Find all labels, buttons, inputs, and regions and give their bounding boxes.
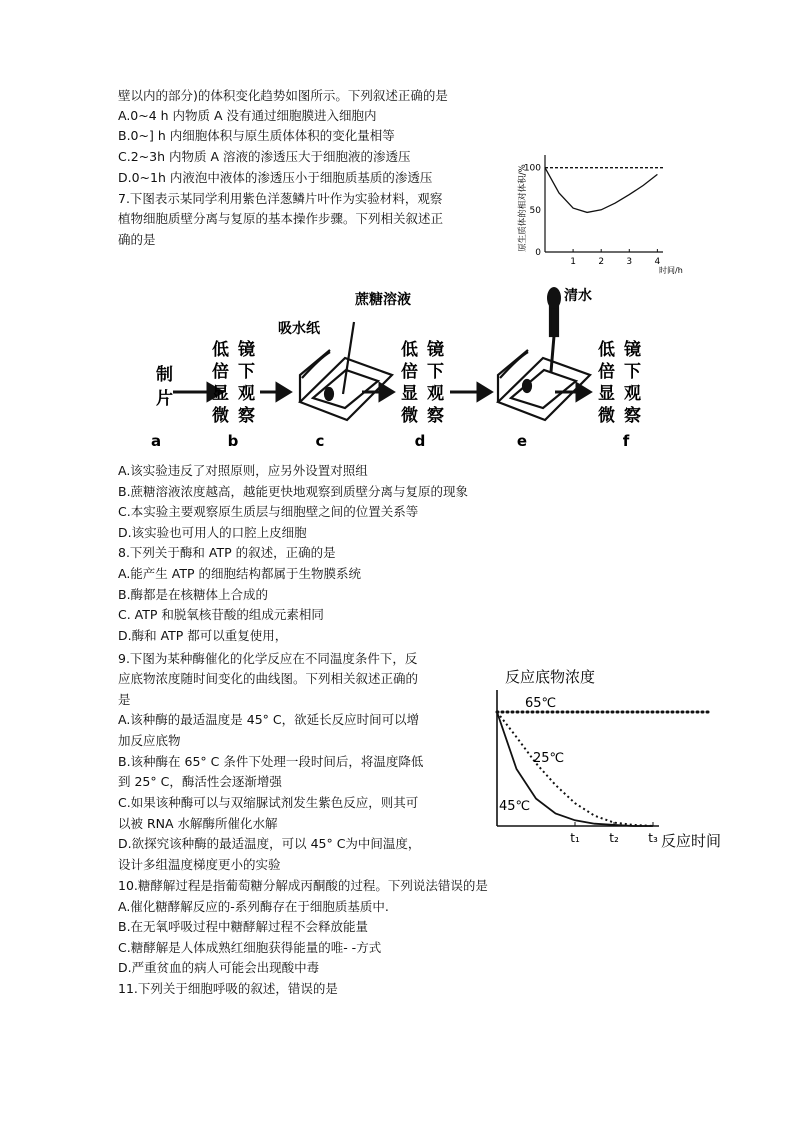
micro-char: 低 xyxy=(212,340,229,360)
step-letter-c: c xyxy=(315,432,325,450)
text-line: A.该实验违反了对照原则，应另外设置对照组 xyxy=(118,463,368,478)
text-line: 7.下图表示某同学利用紫色洋葱鳞片叶作为实验材料，观察 xyxy=(118,191,443,206)
text-line: B.在无氧呼吸过程中糖酵解过程不会释放能量 xyxy=(118,919,369,934)
protoplast-volume-chart xyxy=(505,150,683,275)
text-line: A.该种酶的最适温度是 45° C，欲延长反应时间可以增 xyxy=(118,712,420,727)
text-line: B.酶都是在核糖体上合成的 xyxy=(118,587,269,602)
procedure-diagram xyxy=(130,280,650,455)
step-letter-d: d xyxy=(414,432,426,450)
fig1-ticks xyxy=(524,164,683,275)
paper-label: 吸水纸 xyxy=(278,321,320,337)
text-line: 是 xyxy=(118,692,131,707)
fig3-series-label: 25℃ xyxy=(533,751,565,766)
text-line: C. ATP 和脱氧核苷酸的组成元素相同 xyxy=(118,607,324,622)
text-line: 加反应底物 xyxy=(118,733,181,748)
text-line: 以被 RNA 水解酶所催化水解 xyxy=(118,816,278,831)
micro-char: 微 xyxy=(401,406,418,426)
fig3-ylabel: 反应底物浓度 xyxy=(505,668,596,686)
fig3-x-tick: t₂ xyxy=(609,831,619,845)
fig1-axes xyxy=(545,155,663,252)
fig3-x-tick: t₃ xyxy=(648,831,658,845)
step-letters xyxy=(151,432,630,450)
text-line: B.0~] h 内细胞体积与原生质体体积的变化量相等 xyxy=(118,128,395,143)
text-line: C.本实验主要观察原生质层与细胞壁之间的位置关系等 xyxy=(118,504,419,519)
micro-char: 倍 xyxy=(401,362,418,382)
fig1-xlabel: 时间/h xyxy=(659,266,683,275)
fig1-y-tick: 100 xyxy=(523,163,541,174)
fig3-series-label: 45℃ xyxy=(499,799,531,814)
text-line: 8.下列关于酶和 ATP 的叙述，正确的是 xyxy=(118,545,336,560)
mirror-char: 察 xyxy=(427,406,444,426)
text-line: D.该实验也可用人的口腔上皮细胞 xyxy=(118,525,307,540)
micro-char: 显 xyxy=(401,384,418,404)
text-line: C.如果该种酶可以与双缩脲试剂发生紫色反应，则其可 xyxy=(118,795,419,810)
micro-char: 倍 xyxy=(598,362,615,382)
fig1-x-tick: 4 xyxy=(654,257,661,267)
micro-char: 低 xyxy=(598,340,615,360)
step-a-char: 制 xyxy=(156,365,173,385)
text-line: D.欲探究该种酶的最适温度，可以 45° C为中间温度， xyxy=(118,836,421,851)
text-line: D.严重贫血的病人可能会出现酸中毒 xyxy=(118,960,320,975)
text-line: 确的是 xyxy=(118,232,156,247)
fig1-ylabel: 原生质体的相对体积/% xyxy=(518,164,528,252)
dropper-bulb xyxy=(547,287,561,309)
text-line: 到 25° C，酶活性会逐渐增强 xyxy=(118,774,282,789)
sucrose-label: 蔗糖溶液 xyxy=(355,292,411,308)
text-line: 应底物浓度随时间变化的曲线图。下列相关叙述正确的 xyxy=(118,671,419,686)
mirror-char: 观 xyxy=(427,384,444,404)
text-line: A.0~4 h 内物质 A 没有通过细胞膜进入细胞内 xyxy=(118,108,377,123)
fig1-y-tick: 0 xyxy=(535,248,541,258)
text-line: D.酶和 ATP 都可以重复使用， xyxy=(118,628,288,643)
mirror-char: 察 xyxy=(624,406,641,426)
step-a-text xyxy=(156,364,173,409)
step-a-char: 片 xyxy=(156,389,173,409)
fig1-x-tick: 1 xyxy=(570,257,576,267)
text-line: B.该种酶在 65° C 条件下处理一段时间后，将温度降低 xyxy=(118,754,424,769)
mirror-char: 下 xyxy=(238,362,255,382)
mirror-char: 察 xyxy=(238,406,255,426)
mirror-char: 下 xyxy=(624,362,641,382)
step-letter-b: b xyxy=(227,432,239,450)
fig3-series-label: 65℃ xyxy=(525,696,557,711)
text-line: 10.糖酵解过程是指葡萄糖分解成丙酮酸的过程。下列说法错误的是 xyxy=(118,878,488,893)
text-line: C.糖酵解是人体成熟红细胞获得能量的唯- -方式 xyxy=(118,940,382,955)
text-line: D.0~1h 内液泡中液体的渗透压小于细胞质基质的渗透压 xyxy=(118,170,433,185)
text-line: 壁以内的部分)的体积变化趋势如图所示。下列叙述正确的是 xyxy=(118,88,448,103)
text-line: 11.下列关于细胞呼吸的叙述，错误的是 xyxy=(118,981,338,996)
step-letter-f: f xyxy=(622,432,630,450)
mirror-char: 镜 xyxy=(624,340,641,360)
micro-char: 微 xyxy=(598,406,615,426)
text-line: 9.下图为某种酶催化的化学反应在不同温度条件下，反 xyxy=(118,651,418,666)
text-line: B.蔗糖溶液浓度越高，越能更快地观察到质壁分离与复原的现象 xyxy=(118,484,469,499)
fig1-x-tick: 3 xyxy=(626,257,633,267)
text-line: C.2~3h 内物质 A 溶液的渗透压大于细胞液的渗透压 xyxy=(118,149,411,164)
mirror-char: 镜 xyxy=(238,340,255,360)
micro-char: 显 xyxy=(598,384,615,404)
fig1-y-tick: 50 xyxy=(529,205,541,216)
step-letter-a: a xyxy=(150,432,162,450)
micro-char: 低 xyxy=(401,340,418,360)
fig1-lines xyxy=(545,168,663,213)
fig3-x-tick: t₁ xyxy=(570,831,580,845)
step-letter-e: e xyxy=(516,432,528,450)
water-label: 清水 xyxy=(564,288,592,304)
mirror-char: 观 xyxy=(624,384,641,404)
mirror-char: 镜 xyxy=(427,340,444,360)
micro-char: 显 xyxy=(212,384,229,404)
mirror-char: 下 xyxy=(427,362,444,382)
slide-with-dropper-icon xyxy=(498,302,590,420)
fig3-series-labels xyxy=(499,696,564,814)
fig1-x-tick: 2 xyxy=(598,257,605,267)
substrate-concentration-chart xyxy=(475,660,735,855)
text-line: A.催化糖酵解反应的-系列酶存在于细胞质基质中. xyxy=(118,899,389,914)
text-line: A.能产生 ATP 的细胞结构都属于生物膜系统 xyxy=(118,566,362,581)
fig3-xlabel: 反应时间 xyxy=(661,832,722,850)
text-line: 植物细胞质壁分离与复原的基本操作步骤。下列相关叙述正 xyxy=(118,211,444,226)
micro-char: 倍 xyxy=(212,362,229,382)
fig1-volume-curve xyxy=(545,168,657,213)
micro-char: 微 xyxy=(212,406,229,426)
mirror-char: 观 xyxy=(238,384,255,404)
text-line: 设计多组温度梯度更小的实验 xyxy=(118,857,281,872)
